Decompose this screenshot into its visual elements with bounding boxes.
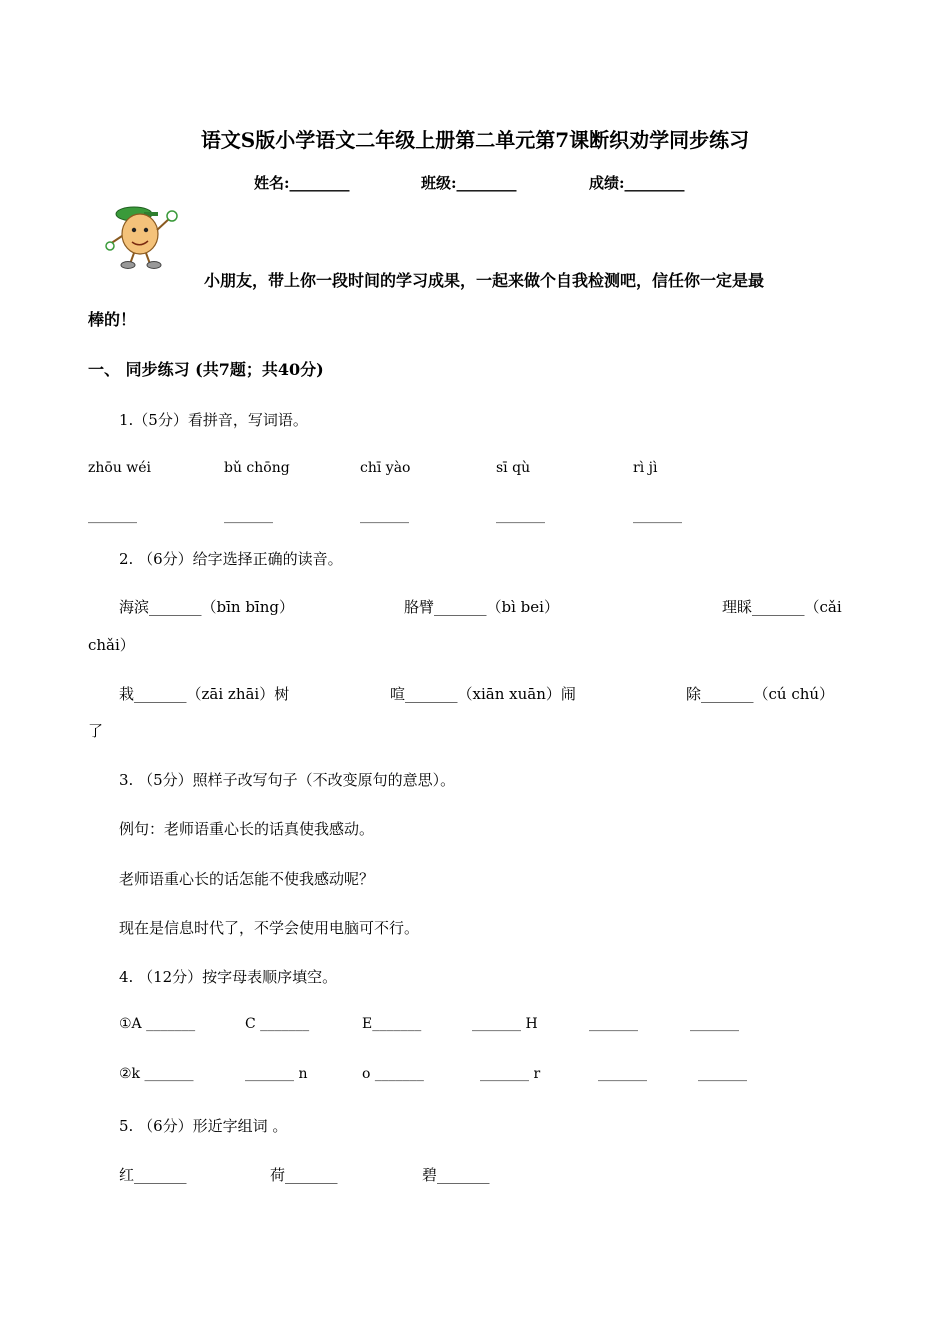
- q2-item-4[interactable]: 栽_______（zāi zhāi）树: [119, 685, 290, 703]
- q4-r1-c1[interactable]: ①A _______: [119, 1016, 196, 1032]
- q3-sentence: 现在是信息时代了，不学会使用电脑可不行。: [119, 919, 420, 937]
- pinyin-3: chī yào: [360, 460, 411, 476]
- q4-r1-c2[interactable]: C _______: [245, 1016, 310, 1032]
- q3-example: 例句：老师语重心长的话真使我感动。: [119, 820, 375, 838]
- question-5-stem: 5. （6分）形近字组词 。: [119, 1117, 288, 1135]
- class-field[interactable]: 班级:________: [421, 174, 517, 192]
- q5-item-3[interactable]: 碧_______: [422, 1166, 490, 1184]
- q4-r2-c1[interactable]: ②k _______: [119, 1066, 194, 1082]
- page-title: 语文S版小学语文二年级上册第二单元第7课断织劝学同步练习: [200, 128, 750, 152]
- q2-item-3[interactable]: 理睬_______（cǎi: [722, 598, 842, 616]
- answer-blank-2[interactable]: _______: [224, 508, 273, 524]
- section-heading: 一、 同步练习 (共7题；共40分): [88, 360, 324, 379]
- score-field[interactable]: 成绩:________: [589, 174, 685, 192]
- q2-item-6-cont: 了: [88, 722, 104, 740]
- answer-blank-3[interactable]: _______: [360, 508, 409, 524]
- q2-item-5[interactable]: 喧_______（xiān xuān）闹: [390, 685, 576, 703]
- pinyin-5: rì jì: [633, 460, 658, 476]
- q4-r1-c4[interactable]: _______ H: [472, 1016, 538, 1032]
- question-4-stem: 4. （12分）按字母表顺序填空。: [119, 968, 338, 986]
- pinyin-1: zhōu wéi: [88, 460, 152, 476]
- q3-example-answer: 老师语重心长的话怎能不使我感动呢？: [119, 870, 375, 888]
- q4-r2-c6[interactable]: _______: [698, 1066, 747, 1082]
- q5-item-1[interactable]: 红_______: [119, 1166, 187, 1184]
- question-2-stem: 2. （6分）给字选择正确的读音。: [119, 550, 343, 568]
- q2-item-1[interactable]: 海滨_______（bīn bīng）: [119, 598, 294, 616]
- question-1-stem: 1.（5分）看拼音，写词语。: [119, 411, 308, 429]
- q5-item-2[interactable]: 荷_______: [270, 1166, 338, 1184]
- pinyin-4: sī qù: [496, 460, 531, 476]
- q4-r1-c5[interactable]: _______: [589, 1016, 638, 1032]
- q2-item-2[interactable]: 胳臂_______（bì bei）: [404, 598, 559, 616]
- q4-r2-c5[interactable]: _______: [598, 1066, 647, 1082]
- q4-r1-c6[interactable]: _______: [690, 1016, 739, 1032]
- pinyin-2: bǔ chōng: [224, 460, 290, 476]
- q2-item-3-cont: chǎi）: [88, 636, 135, 654]
- answer-blank-1[interactable]: _______: [88, 508, 137, 524]
- answer-blank-4[interactable]: _______: [496, 508, 545, 524]
- greeting-line-1: 小朋友，带上你一段时间的学习成果，一起来做个自我检测吧，信任你一定是最: [204, 271, 765, 290]
- mascot-image: [104, 200, 196, 272]
- q4-r2-c3[interactable]: o _______: [362, 1066, 424, 1082]
- answer-blank-5[interactable]: _______: [633, 508, 682, 524]
- q4-r1-c3[interactable]: E_______: [362, 1016, 422, 1032]
- q4-r2-c2[interactable]: _______ n: [245, 1066, 308, 1082]
- question-3-stem: 3. （5分）照样子改写句子（不改变原句的意思）。: [119, 771, 456, 789]
- greeting-line-2: 棒的！: [88, 310, 137, 329]
- q2-item-6[interactable]: 除_______（cú chú）: [686, 685, 835, 703]
- name-field[interactable]: 姓名:________: [254, 174, 350, 192]
- q4-r2-c4[interactable]: _______ r: [480, 1066, 541, 1082]
